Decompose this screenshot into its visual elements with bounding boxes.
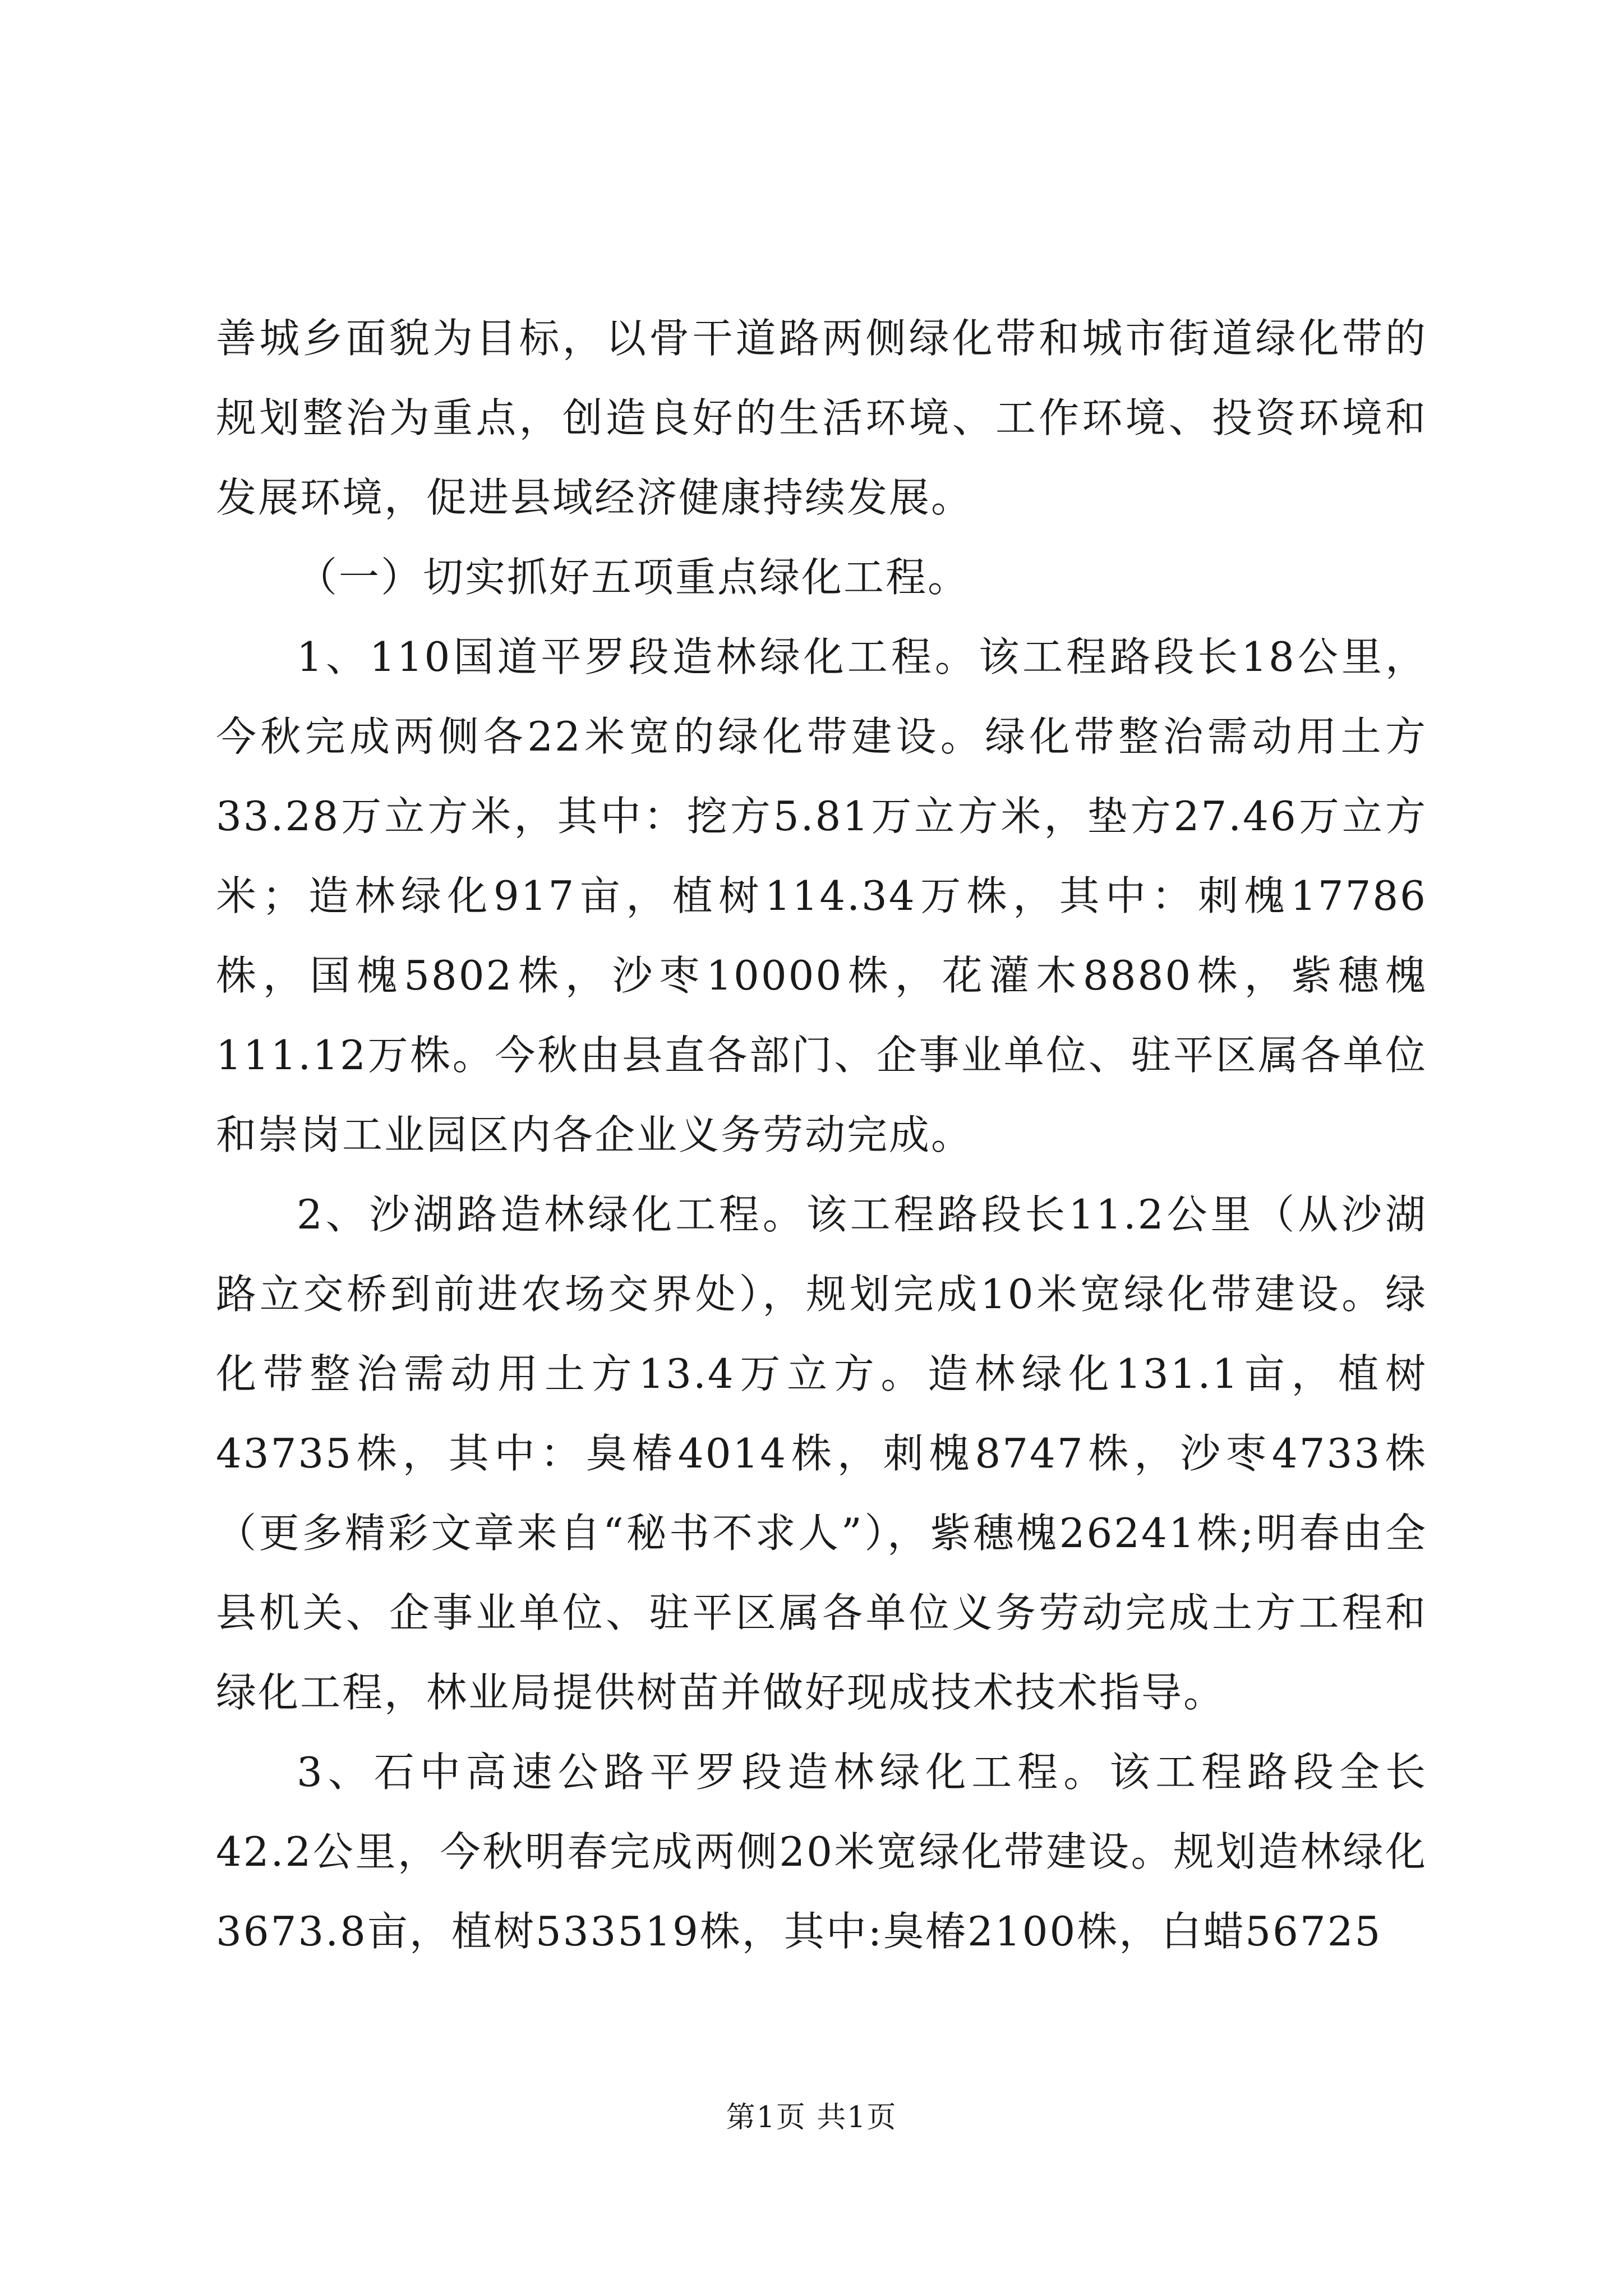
paragraph-item-1: 1、110国道平罗段造林绿化工程。该工程路段长18公里，今秋完成两侧各22米宽的绿化带建设。绿化带整治需动用土方33.28万立方米，其中：挖方5.81万立方米，垫方27.46万立方米；造林绿化917亩，植树114.34万株，其中：刺槐17786株，国槐5802株，沙枣10000株，花灌木8880株，紫穗槐111.12万株。今秋由县直各部门、企事业单位、驻平区属各单位和崇岗工业园区内各企业义务劳动完成。 bbox=[216, 633, 1427, 1158]
paragraph-item-2: 2、沙湖路造林绿化工程。该工程路段长11.2公里（从沙湖路立交桥到前进农场交界处），规划完成10米宽绿化带建设。绿化带整治需动用土方13.4万立方。造林绿化131.1亩，植树43735株，其中：臭椿4014株，刺槐8747株，沙枣4733株（更多精彩文章来自“秘书不求人”），紫穗槐26241株;明春由全县机关、企事业单位、驻平区属各单位义务劳动完成土方工程和绿化工程，林业局提供树苗并做好现成技术技术指导。 bbox=[216, 1191, 1427, 1716]
paragraph-intro: 善城乡面貌为目标，以骨干道路两侧绿化带和城市街道绿化带的规划整治为重点，创造良好的生活环境、工作环境、投资环境和发展环境，促进县域经济健康持续发展。 bbox=[216, 315, 1427, 521]
document-body bbox=[216, 298, 1427, 1971]
paragraph-item-3: 3、石中高速公路平罗段造林绿化工程。该工程路段全长42.2公里，今秋明春完成两侧20米宽绿化带建设。规划造林绿化3673.8亩，植树533519株，其中:臭椿2100株，白蜡56725 bbox=[216, 1749, 1427, 1955]
page-footer: 第1页 共1页 bbox=[726, 2101, 897, 2134]
section-heading: （一）切实抓好五项重点绿化工程。 bbox=[297, 554, 970, 601]
